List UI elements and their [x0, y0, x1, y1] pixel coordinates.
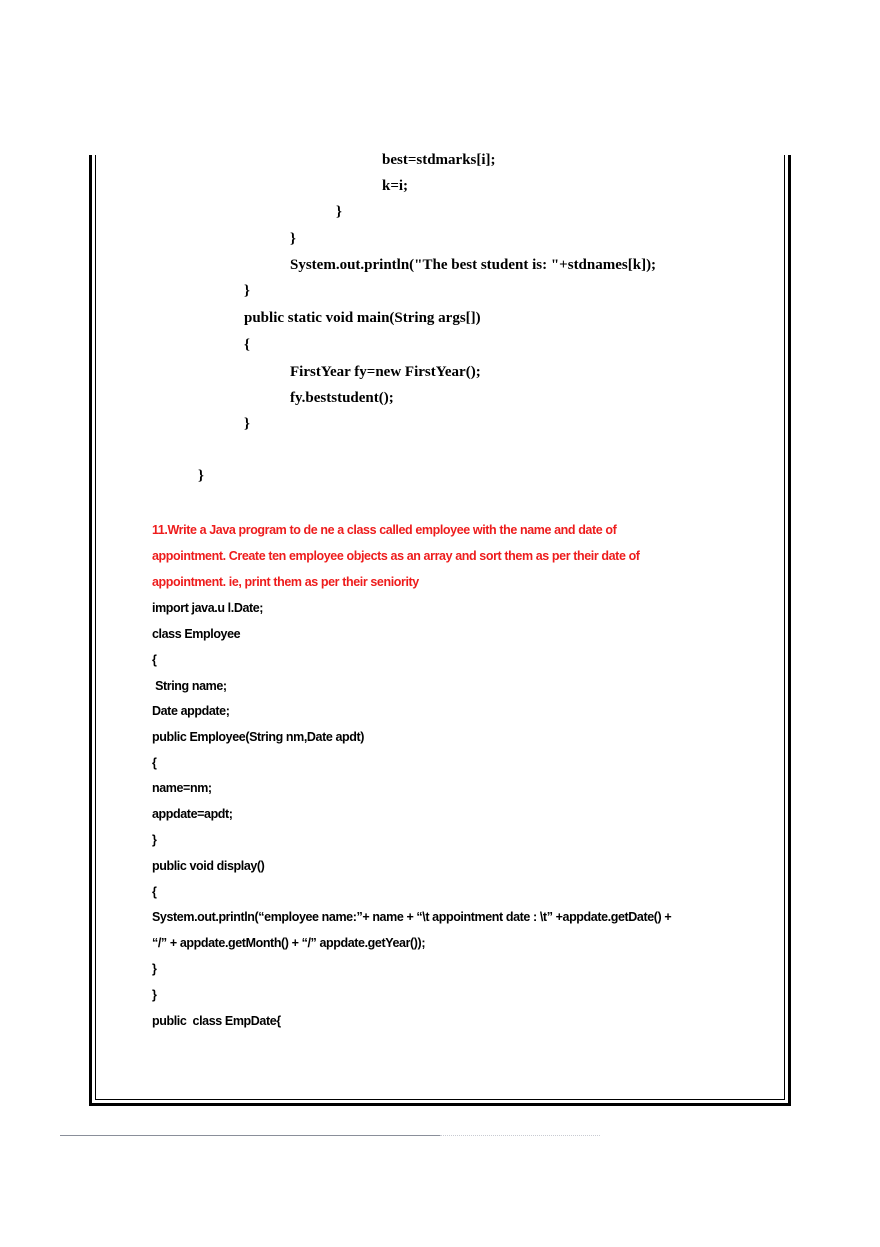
- code-line: public static void main(String args[]): [244, 310, 481, 326]
- code-line: “/” + appdate.getMonth() + “/” appdate.getYear());: [152, 936, 426, 950]
- code-line: }: [244, 283, 250, 299]
- code-line: }: [152, 962, 157, 976]
- code-line: System.out.println("The best student is: "+stdnames[k]);: [290, 257, 657, 273]
- code-line: String name;: [152, 679, 227, 693]
- code-line: }: [244, 416, 250, 432]
- code-line: }: [152, 833, 157, 847]
- code-line: System.out.println(“employee name:”+ name + “\t appointment date : \t” +appdate.getDate() +: [152, 910, 672, 924]
- code-line: fy.beststudent();: [290, 390, 394, 406]
- code-line: {: [152, 653, 157, 667]
- footer-rule: [60, 1135, 440, 1136]
- question-line: appointment. ie, print them as per their seniority: [152, 575, 419, 589]
- code-line: import java.u l.Date;: [152, 601, 264, 615]
- question-line: appointment. Create ten employee objects as an array and sort them as per their date of: [152, 549, 640, 563]
- code-line: k=i;: [382, 178, 409, 194]
- code-line: name=nm;: [152, 781, 212, 795]
- code-line: appdate=apdt;: [152, 807, 233, 821]
- question-line: 11.Write a Java program to de ne a class called employee with the name and date of: [152, 523, 617, 537]
- code-line: }: [290, 231, 296, 247]
- footer-rule-faint: [440, 1135, 600, 1136]
- code-line: public void display(): [152, 859, 265, 873]
- code-line: public Employee(String nm,Date apdt): [152, 730, 365, 744]
- code-line: Date appdate;: [152, 704, 230, 718]
- code-line: public class EmpDate{: [152, 1014, 281, 1028]
- code-line: }: [198, 468, 204, 484]
- code-line: {: [152, 756, 157, 770]
- code-line: best=stdmarks[i];: [382, 152, 496, 168]
- code-line: {: [244, 337, 250, 353]
- code-line: {: [152, 885, 157, 899]
- code-line: }: [152, 988, 157, 1002]
- code-line: FirstYear fy=new FirstYear();: [290, 364, 481, 380]
- code-line: }: [336, 204, 342, 220]
- code-line: class Employee: [152, 627, 241, 641]
